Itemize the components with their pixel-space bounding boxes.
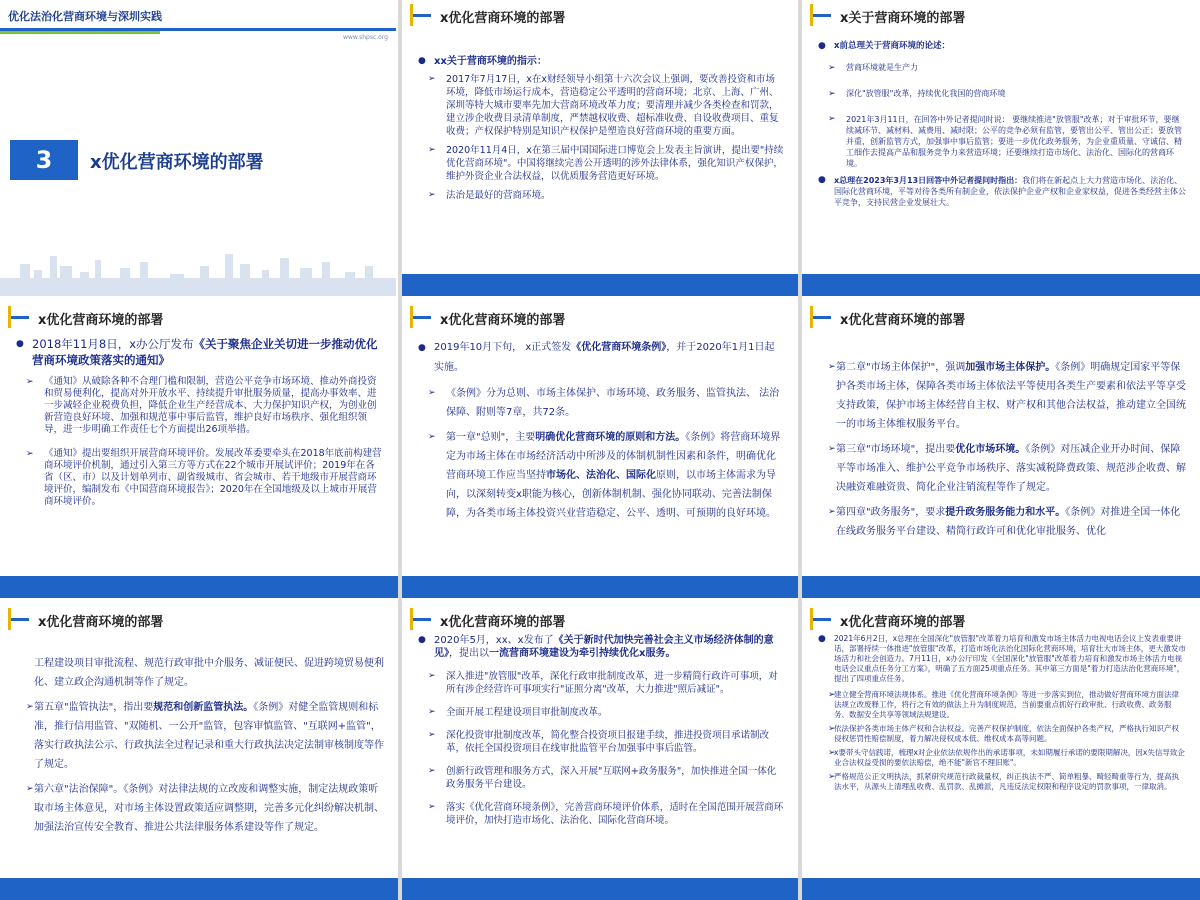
slide-title: x优化营商环境的部署: [840, 313, 966, 328]
main-bullet-2-text: 我们将在新起点上大力营造市场化、法治化、国际化营商环境，平等对待各类所有制企业，依法保护企业产权和企业家权益，促进各类经营主体公平竞争，支持民营企业发展壮大。: [834, 176, 1186, 207]
slide-footer-bar: [0, 576, 398, 598]
para-bold: 提升政务服务能力和水平。: [945, 507, 1066, 518]
slide-header: [402, 604, 798, 636]
paragraph: [816, 440, 1186, 497]
main-bullet: [416, 634, 784, 660]
slide-title: x优化营商环境的部署: [440, 615, 566, 630]
header-deco-line: [813, 316, 831, 319]
paragraph: ➢ 第六章"法治保障"。《条例》对法律法规的立改废和调整实施，制定法规政策听取市场主体意见，对市场主体设置政策适应调整期，完善多元化纠纷解决机制、加强法治宣传安全教育、推进公共法律服务体系建设等作了规定。: [14, 780, 384, 837]
city-skyline-image: [0, 236, 396, 296]
main-bullet-text: 2019年10月下旬， x正式签发: [434, 342, 572, 353]
slide-body: [416, 338, 784, 529]
slide-title: x优化营商环境的部署: [840, 615, 966, 630]
slide-body: [14, 336, 384, 514]
para-bold: 加强市场主体保护。: [965, 362, 1056, 373]
slide-header: [802, 302, 1200, 334]
main-bullet: [416, 338, 784, 378]
main-bullet-post: ，并于2020年1月1日起实施。: [434, 342, 775, 373]
slide-header: [0, 604, 398, 636]
list-item: ➢ 2021年3月11日，在回答中外记者提问时说： 要继续推进"放管服"改革；对于审批环节，要继续减环节、减材料、减费用、减时限；公平的竞争必须有监管，要管出公平、管出公正；要放管并重，创新监管方式，加强事中事后监管；要进一步优化政务服务，为企业重质量、守诚信、精工细作去提高产品和服务竞争力来营造环境；还要继续打造市场化、法治化、国际化的营商环境。: [816, 114, 1186, 169]
slide-title: x优化营商环境的部署: [440, 313, 566, 328]
main-bullet: ● xx关于营商环境的指示：: [416, 54, 784, 69]
list-item: ➢ 《通知》提出要组织开展营商环境评价。发展改革委要牵头在2018年底前构建营商环境评价机制，通过引入第三方等方式在22个城市开展试评价；2019年在各省（区、市）以及计划单列市、副省级城市、省会城市、若干地级市开展营商环境评价，编制发布《中国营商环境报告》；2020年在全国地级及以上城市开展营商环境评价。: [14, 448, 384, 508]
list-item: ➢ 法治是最好的营商环境。: [416, 189, 784, 202]
list-item: ➢ 深入推进"放管服"改革，深化行政审批制度改革，进一步精简行政许可事项，对所有涉企经营许可事项实行"证照分离"改革，大力推进"照后减证"。: [416, 670, 784, 696]
header-deco-line: [11, 316, 29, 319]
list-item: [416, 428, 784, 523]
header-deco-line: [813, 618, 831, 621]
paragraph: [14, 698, 384, 774]
list-item: ➢ 深化"放管服"改革，持续优化我国的营商环境: [816, 88, 1186, 100]
slide-footer-bar: [402, 274, 798, 296]
list-item: ➢ 依法保护各类市场主体产权和合法权益。完善产权保护制度，依法全面保护各类产权，严格执行知识产权侵权惩罚性赔偿制度，着力解决侵权成本低、维权成本高等问题。: [816, 724, 1186, 744]
list-item: ➢ 全面开展工程建设项目审批制度改革。: [416, 706, 784, 719]
slide-body: [816, 358, 1186, 547]
header-green-line: [0, 31, 160, 34]
slide-6[interactable]: [802, 302, 1200, 598]
header-deco-line: [413, 14, 431, 17]
header-deco-line: [11, 618, 29, 621]
slide-body: [816, 634, 1186, 798]
slide-9[interactable]: [802, 604, 1200, 900]
slide-footer-bar: [0, 878, 398, 900]
item-text: 第一章"总则"，主要: [446, 432, 536, 443]
slide-header: [802, 604, 1200, 636]
slide-footer-bar: [802, 878, 1200, 900]
list-item: ➢ 建立健全营商环境法规体系。推进《优化营商环境条例》等进一步落实到位，推动做好营商环境方面法律法规立改废释工作，将行之有效的做法上升为制度规范，当前要重点抓好行政审批、行政收费、政务服务、数据安全共享等领域法规建设。: [816, 690, 1186, 720]
header-deco-line: [813, 14, 831, 17]
main-bullet-bold-2: 一流营商环境建设为牵引持续优化x服务。: [489, 648, 676, 659]
main-bullet-bold: 《关于聚焦企业关切进一步推动优化营商环境政策落实的通知》: [32, 337, 378, 367]
slide-body: [14, 654, 384, 843]
slide-4[interactable]: [0, 302, 398, 598]
slide-body: [416, 54, 784, 208]
para-text: 第三章"市场环境"，提出要: [836, 444, 956, 455]
main-bullet: ● x前总理关于营商环境的论述：: [816, 40, 1186, 52]
section-number: 3: [10, 140, 78, 180]
cover-header: [0, 0, 396, 41]
para-text-2: 《条例》对压减企业开办时间、保障平等市场准入、维护公平竞争市场秩序、落实减税降费政策、规范涉企收费、解决融资难融资贵、简化企业注销流程等作了规定。: [836, 444, 1186, 493]
slide-footer-bar: [402, 576, 798, 598]
paragraph: [816, 358, 1186, 434]
slide-header: [402, 302, 798, 334]
list-item: ➢ 严格规范公正文明执法，抓紧研究规范行政裁量权，纠正执法不严、简单粗暴、畸轻畸重等行为，提高执法水平，从源头上清理乱收费、乱罚款、乱摊派，凡违反法定权限和程序设定的罚款事项，一律取消。: [816, 772, 1186, 792]
list-item: ➢ 创新行政管理和服务方式，深入开展"互联网+政务服务"，加快推进全国一体化政务服务平台建设。: [416, 765, 784, 791]
slide-5[interactable]: [402, 302, 798, 598]
slide-header: [802, 0, 1200, 32]
list-item: ➢ 《通知》从破除各种不合理门槛和限制，营造公平竞争市场环境、推动外商投资和贸易便利化，提高对外开放水平、持续提升审批服务质量，提高办事效率、进一步减轻企业税费负担，降低企业生产经营成本、大力保护知识产权，为创业创新营造良好环境、加强和规范事中事后监管，维护良好市场秩序、强化组织领导，进一步明确工作责任七个方面提出26项举措。: [14, 376, 384, 436]
slide-title: x优化营商环境的部署: [38, 615, 164, 630]
paragraph: 工程建设项目审批流程、规范行政审批中介服务、减证便民、促进跨境贸易便利化、建立政企沟通机制等作了规定。: [34, 658, 384, 688]
cover-header-title: 优化法治化营商环境与深圳实践: [8, 10, 162, 23]
para-bold: 规范和创新监管执法。: [153, 702, 254, 713]
slide-body: [416, 634, 784, 833]
main-bullet-2: [816, 175, 1186, 208]
slide-header: [0, 302, 398, 334]
slide-3[interactable]: [802, 0, 1200, 296]
slide-body: [816, 40, 1186, 212]
slide-footer-bar: [802, 274, 1200, 296]
item-text-3: 原则，以市场主体需求为导向，以深刻转变x职能为核心，创新体制机制、强化协同联动、完善法制保障，为各类市场主体投资兴业营造稳定、公平、透明、可预期的良好环境。: [446, 470, 776, 519]
list-item: ➢ x要带头守信践诺，梳理x对企业依法依规作出的承诺事项，未如期履行承诺的要限期解决，因x失信导致企业合法权益受损的要依法赔偿，绝不能"新官不理旧账"。: [816, 748, 1186, 768]
slide-2[interactable]: [402, 0, 798, 296]
section-title: x优化营商环境的部署: [90, 152, 264, 173]
header-deco-line: [413, 618, 431, 621]
para-text: 第二章"市场主体保护"，强调: [836, 362, 966, 373]
main-bullet-post: ，提出以: [449, 648, 489, 659]
para-text-2: 《条例》明确规定国家平等保护各类市场主体，保障各类市场主体依法平等使用各类生产要素和依法平等享受支持政策，保护市场主体经营自主权、财产权和其他合法权益，推动建立全国统一的市场主体维权服务平台。: [836, 362, 1186, 430]
para-text-2: 《条例》对健全监管规则和标准，推行信用监管、"双随机、一公开"监管，包容审慎监管、"互联网+监管"，落实行政执法公示、行政执法全过程记录和重大行政执法决定法制审核制度等作了规定。: [34, 702, 384, 770]
item-bold-2: 市场化、法治化、国际化: [546, 470, 656, 481]
para-bold: 优化市场环境。: [955, 444, 1026, 455]
list-item: ➢ 《条例》分为总则、市场主体保护、市场环境、政务服务、监管执法、 法治保障、附则等7章，共72条。: [416, 384, 784, 422]
slide-footer-bar: [402, 878, 798, 900]
paragraph: [816, 503, 1186, 541]
header-deco-line: [413, 316, 431, 319]
para-text-2: 《条例》对推进全国一体化在线政务服务平台建设、精简行政许可和优化审批服务、优化: [836, 507, 1181, 537]
main-bullet-bold: 《优化营商环境条例》: [571, 342, 667, 353]
item-bold: 明确优化营商环境的原则和方法。: [535, 432, 686, 443]
slide-footer-bar: [802, 576, 1200, 598]
slide-cover[interactable]: [0, 0, 398, 296]
main-bullet: ● 2021年6月2日，x总理在全国深化"放管服"改革着力培育和激发市场主体活力电视电话会议上发表重要讲话，部署持续一体推进"放管服"改革，打造市场化法治化国际化营商环境，培育壮大市场主体，更大激发市场活力和社会创造力。7月11日，x办公厅印发《全国深化"放管服"改革着力培育和激发市场主体活力电视电话会议重点任务分工方案》，明确了五方面25项重点任务。其中第三方面是"着力打造法治化营商环境"，提出了四项重点任务。: [816, 634, 1186, 684]
list-item: ➢ 落实《优化营商环境条例》，完善营商环境评价体系，适时在全国范围开展营商环境评价，加快打造市场化、法治化、国际化营商环境。: [416, 801, 784, 827]
slide-title: x优化营商环境的部署: [38, 313, 164, 328]
list-item: ➢ 营商环境就是生产力: [816, 62, 1186, 74]
slide-8[interactable]: [402, 604, 798, 900]
main-bullet-2-bold: x总理在2023年3月13日回答中外记者提问时指出：: [834, 176, 1023, 185]
slide-title: x优化营商环境的部署: [440, 11, 566, 26]
main-bullet: [14, 336, 384, 368]
slide-title: x关于营商环境的部署: [840, 11, 966, 26]
main-bullet-text: 2018年11月8日，x办公厅发布: [32, 337, 194, 351]
slide-7[interactable]: [0, 604, 398, 900]
main-bullet-text: 2020年5月，xx、x发布了: [434, 635, 554, 646]
item-text-2: 《条例》将营商环境界定为市场主体在市场经济活动中所涉及的体制机制性因素和条件，明确优化营商环境工作应当坚持: [446, 432, 781, 481]
para-text: 第五章"监管执法"，指出要: [34, 702, 154, 713]
list-item: ➢ 2020年11月4日，x在第三届中国国际进口博览会上发表主旨演讲，提出要"持续优化营商环境"。中国将继续完善公开透明的涉外法律体系，强化知识产权保护，维护外资企业合法权益，以优质服务营造更好环境。: [416, 144, 784, 183]
main-bullet-bold: 《关于新时代加快完善社会主义市场经济体制的意见》: [434, 635, 774, 659]
cover-url: www.shpsc.org: [343, 34, 388, 41]
list-item: ➢ 深化投资审批制度改革，简化整合投资项目报建手续，推进投资项目承诺制改革，依托全国投资项目在线审批监管平台加强事中事后监管。: [416, 729, 784, 755]
para-text: 第四章"政务服务"，要求: [836, 507, 946, 518]
slide-header: [402, 0, 798, 32]
list-item: ➢ 2017年7月17日，x在x财经领导小组第十六次会议上强调，要改善投资和市场环境，降低市场运行成本，营造稳定公平透明的营商环境；北京、上海、广州、深圳等特大城市要率先加大营商环境改革力度；要清理并减少各类检查和罚款，建立涉企收费目录清单制度，严禁越权收费、超标准收费、自设收费项目、重复收费；产权保护特别是知识产权保护是塑造良好营商环境的重要方面。: [416, 73, 784, 138]
